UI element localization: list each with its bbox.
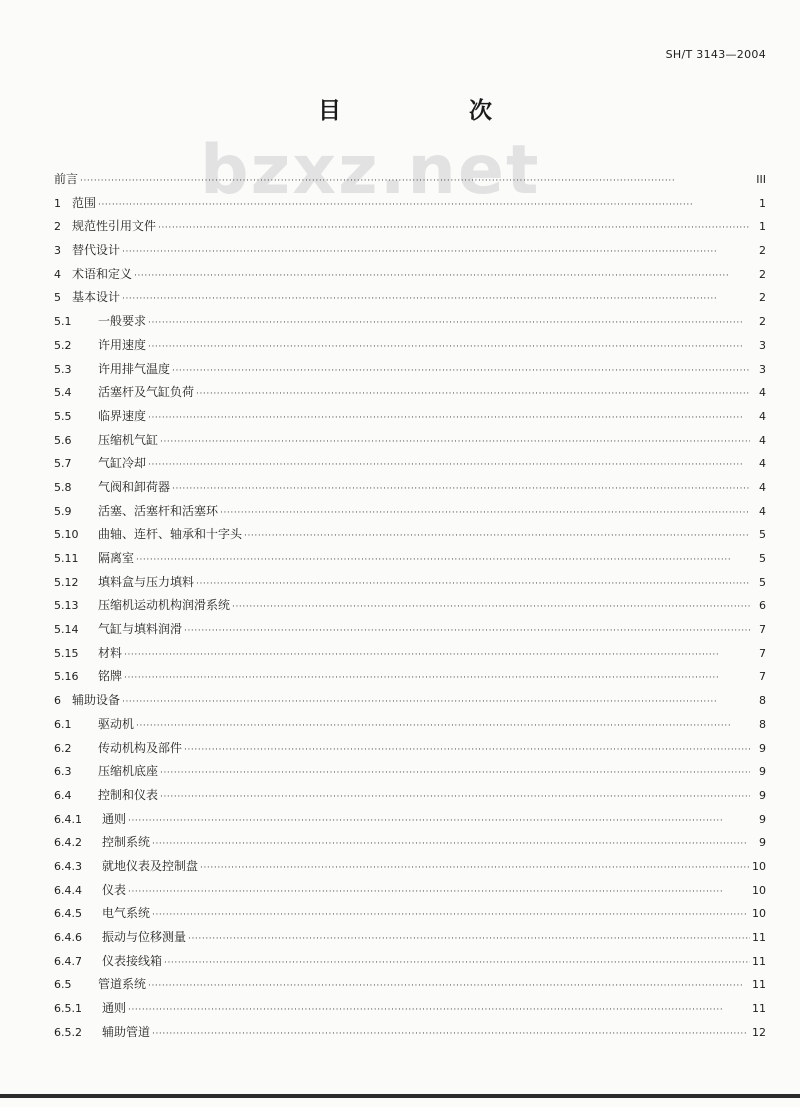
toc-entry-number: 5.13 (54, 599, 79, 613)
toc-entry-page: 12 (752, 1025, 766, 1039)
toc-entry (54, 573, 766, 597)
toc-entry-number: 6.5.2 (54, 1025, 82, 1039)
toc-entry-page: 10 (752, 907, 766, 921)
dot-leader (152, 839, 750, 849)
dot-leader (152, 1029, 750, 1039)
toc-entry-title: 填料盒与压力填料 (98, 574, 195, 589)
toc-entry-number: 6 (54, 694, 61, 708)
toc-entry-title: 气缸冷却 (98, 456, 147, 471)
toc-entry (54, 407, 766, 431)
toc-entry (54, 241, 766, 265)
toc-entry (54, 904, 766, 928)
toc-entry-page: 4 (759, 409, 766, 423)
toc-entry-page: 11 (752, 978, 766, 992)
toc-entry-title: 隔离室 (98, 551, 135, 565)
toc-entry (54, 360, 766, 384)
toc-entry (54, 975, 766, 999)
dot-leader (134, 271, 750, 281)
toc-entry-number: 3 (54, 244, 61, 258)
toc-entry-number: 6.4.1 (54, 812, 82, 826)
toc-entry-title: 铭牌 (98, 669, 123, 684)
toc-entry-number: 5 (54, 291, 61, 305)
toc-entry-page: 11 (752, 1002, 766, 1016)
toc-entry (54, 620, 766, 644)
toc-entry-page: 5 (759, 552, 766, 565)
toc-entry-page: 1 (759, 196, 766, 210)
toc-entry-page: 2 (759, 315, 766, 329)
toc-entry-title: 辅助设备 (72, 693, 121, 708)
toc-entry-title: 仪表 (102, 882, 127, 897)
toc-entry (54, 525, 766, 549)
dot-leader (128, 887, 750, 897)
toc-entry-number: 6.2 (54, 741, 72, 755)
toc-entry-page: 7 (759, 623, 766, 637)
dot-leader (136, 555, 750, 565)
toc-entry-title: 振动与位移测量 (102, 930, 187, 944)
toc-entry (54, 1023, 766, 1047)
toc-entry (54, 170, 766, 194)
toc-entry-title: 控制系统 (102, 835, 151, 850)
toc-entry (54, 383, 766, 407)
dot-leader (148, 460, 750, 470)
dot-leader (188, 934, 750, 944)
dot-leader (158, 223, 750, 233)
dot-leader (184, 745, 750, 755)
toc-entry-number: 6.4.3 (54, 859, 82, 873)
dot-leader (128, 816, 750, 826)
toc-entry-number: 5.14 (54, 623, 79, 637)
toc-entry-page: 8 (759, 717, 766, 731)
toc-entry-number: 5.15 (54, 646, 79, 660)
toc-entry-page: 2 (759, 291, 766, 305)
toc-entry-number: 6.5 (54, 978, 72, 992)
toc-entry-title: 术语和定义 (72, 266, 133, 281)
toc-entry-number: 6.4.5 (54, 907, 82, 921)
toc-entry-title: 临界速度 (98, 408, 147, 423)
toc-entry-number: 5.10 (54, 528, 79, 542)
toc-entry-page: 6 (759, 599, 766, 613)
toc-entry-title: 曲轴、连杆、轴承和十字头 (98, 527, 243, 542)
page-title-right: 次 (469, 98, 492, 124)
toc-entry-page: 9 (759, 788, 766, 802)
dot-leader (196, 389, 750, 399)
toc-entry-number: 5.6 (54, 433, 72, 447)
dot-leader (124, 650, 750, 660)
dot-leader (184, 626, 750, 636)
toc-entry (54, 810, 766, 834)
toc-entry-page: 2 (759, 267, 766, 281)
toc-entry-page: 4 (759, 386, 766, 400)
toc-entry-page: 7 (759, 670, 766, 684)
toc-entry-title: 驱动机 (98, 716, 135, 731)
toc-entry-title: 电气系统 (102, 906, 151, 921)
toc-entry (54, 644, 766, 668)
dot-leader (98, 200, 750, 210)
watermark: bzxz.net (200, 131, 541, 210)
toc-entry-page: 3 (759, 338, 766, 352)
toc-entry-title: 许用排气温度 (98, 361, 171, 376)
dot-leader (80, 176, 750, 186)
toc-entry-page: 4 (759, 433, 766, 447)
toc-entry-number: 6.5.1 (54, 1002, 82, 1016)
toc-entry (54, 833, 766, 857)
toc-entry-number: 1 (54, 196, 61, 210)
toc-entry-number: 6.4 (54, 788, 72, 802)
toc-entry-title: 通则 (102, 1001, 127, 1016)
toc-entry-title: 替代设计 (72, 243, 121, 258)
dot-leader (124, 673, 750, 683)
toc-entry-page: 9 (759, 836, 766, 850)
toc-entry-number: 6.4.7 (54, 954, 82, 968)
toc-entry-page: 1 (759, 220, 766, 234)
toc-entry-number: 4 (54, 267, 61, 281)
toc-entry-title: 许用速度 (98, 337, 147, 352)
toc-entry-number: 6.4.6 (54, 931, 82, 944)
toc-entry-title: 控制和仪表 (98, 787, 159, 802)
toc-entry (54, 739, 766, 763)
toc-entry-number: 6.4.2 (54, 836, 82, 850)
toc-entry-number: 5.5 (54, 409, 72, 423)
toc-entry-page: 3 (759, 362, 766, 376)
toc-entry-number: 2 (54, 220, 61, 234)
toc-entry (54, 881, 766, 905)
standard-number: SH/T 3143—2004 (665, 48, 766, 61)
dot-leader (122, 294, 750, 304)
toc-entry-title: 规范性引用文件 (72, 219, 157, 234)
dot-leader (200, 863, 750, 873)
dot-leader (122, 247, 750, 257)
toc-entry (54, 194, 766, 218)
toc-entry-number: 5.3 (54, 362, 72, 376)
toc-entry (54, 667, 766, 691)
dot-leader (244, 531, 750, 541)
dot-leader (160, 768, 750, 778)
dot-leader (220, 508, 750, 518)
toc-entry-page: 11 (752, 931, 766, 944)
toc-entry (54, 691, 766, 715)
toc-entry-number: 6.1 (54, 717, 72, 731)
dot-leader (172, 366, 750, 376)
toc-entry-page: 5 (759, 528, 766, 542)
toc-entry-number: 5.11 (54, 552, 79, 565)
toc-entry-page: 11 (752, 954, 766, 968)
toc-entry-number: 5.7 (54, 457, 72, 471)
toc-entry-title: 压缩机底座 (98, 764, 159, 779)
toc-entry-page: 4 (759, 480, 766, 494)
toc-entry-title: 基本设计 (72, 290, 121, 305)
dot-leader (122, 697, 750, 707)
toc-entry-page: 9 (759, 741, 766, 755)
toc-entry-title: 就地仪表及控制盘 (102, 858, 199, 873)
toc-entry-title: 气缸与填料润滑 (98, 622, 183, 637)
toc-entry-page: 7 (759, 646, 766, 660)
toc-entry-number: 5.4 (54, 386, 72, 400)
toc-entry-number: 5.16 (54, 670, 79, 684)
toc-entry-title: 范围 (72, 195, 97, 210)
toc-entry (54, 928, 766, 952)
dot-leader (148, 981, 750, 991)
page-title-left: 目 (318, 98, 341, 124)
toc-entry (54, 454, 766, 478)
toc-entry-title: 通则 (102, 811, 127, 826)
toc-entry-title: 压缩机气缸 (98, 432, 159, 447)
dot-leader (148, 342, 750, 352)
toc-entry-number: 6.3 (54, 765, 72, 779)
dot-leader (196, 579, 750, 589)
toc-entry-title: 一般要求 (98, 314, 147, 329)
toc-entry-title: 传动机构及部件 (98, 740, 183, 755)
toc-entry-title: 仪表接线箱 (102, 953, 163, 968)
toc-entry-title: 气阀和卸荷器 (98, 479, 171, 494)
toc-entry (54, 431, 766, 455)
toc-entry-number: 5.9 (54, 504, 72, 518)
toc-entry-title: 活塞杆及气缸负荷 (98, 385, 195, 400)
dot-leader (152, 910, 750, 920)
toc-entry-title: 压缩机运动机构润滑系统 (98, 598, 231, 613)
toc-entry-page: 4 (759, 504, 766, 518)
dot-leader (136, 721, 750, 731)
toc-entry-page: 8 (759, 694, 766, 708)
toc-entry-page: III (756, 173, 766, 186)
toc-entry-page: 10 (752, 859, 766, 873)
toc-entry (54, 478, 766, 502)
toc-entry (54, 952, 766, 976)
toc-entry-page: 5 (759, 575, 766, 589)
toc-entry (54, 549, 766, 573)
toc-entry-page: 4 (759, 457, 766, 471)
dot-leader (164, 958, 750, 968)
toc-entry-page: 2 (759, 244, 766, 258)
page-title (0, 92, 800, 122)
toc-entry (54, 762, 766, 786)
toc-entry-title: 活塞、活塞杆和活塞环 (98, 503, 219, 518)
bottom-rule (0, 1094, 800, 1098)
toc-entry (54, 288, 766, 312)
toc-entry (54, 786, 766, 810)
toc-entry (54, 217, 766, 241)
dot-leader (148, 318, 750, 328)
toc-entry-number: 5.12 (54, 575, 79, 589)
toc-entry-number: 6.4.4 (54, 883, 82, 897)
dot-leader (148, 413, 750, 423)
toc-entry (54, 312, 766, 336)
toc-entry-title: 管道系统 (98, 977, 147, 992)
dot-leader (160, 437, 750, 447)
toc-entry (54, 715, 766, 739)
table-of-contents (54, 170, 766, 1046)
toc-entry (54, 596, 766, 620)
toc-entry-page: 10 (752, 883, 766, 897)
toc-entry-title: 前言 (54, 172, 79, 186)
toc-entry (54, 857, 766, 881)
toc-entry-title: 辅助管道 (102, 1024, 151, 1039)
toc-entry-title: 材料 (98, 645, 123, 660)
toc-entry (54, 265, 766, 289)
dot-leader (160, 792, 750, 802)
toc-entry-number: 5.1 (54, 315, 72, 329)
toc-entry (54, 999, 766, 1023)
toc-entry-page: 9 (759, 765, 766, 779)
toc-entry (54, 336, 766, 360)
toc-entry-page: 9 (759, 812, 766, 826)
toc-entry (54, 502, 766, 526)
dot-leader (128, 1005, 750, 1015)
dot-leader (232, 602, 750, 612)
toc-entry-number: 5.8 (54, 480, 72, 494)
toc-entry-number: 5.2 (54, 338, 72, 352)
dot-leader (172, 484, 750, 494)
